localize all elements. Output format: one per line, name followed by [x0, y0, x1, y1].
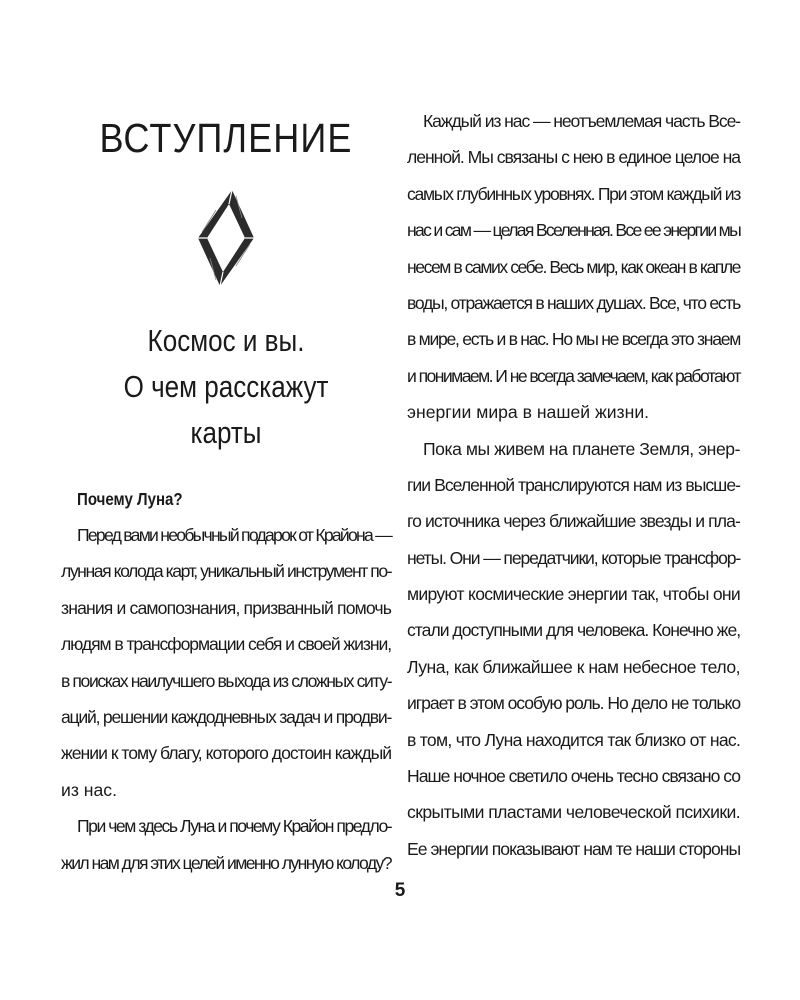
text-line: неты. Они — передатчики, которые трансфор-: [407, 547, 741, 568]
section-title-line-2: О чем расскажут карты: [123, 369, 329, 450]
chapter-title: ВСТУПЛЕНИЕ: [99, 115, 353, 161]
text-line: несем в самих себе. Весь мир, как океан в капле: [407, 256, 741, 277]
text-line: го источника через ближайшие звезды и пла-: [407, 511, 740, 532]
paragraph: [407, 103, 740, 431]
text-line: воды, отражается в наших душах. Все, что есть: [407, 292, 740, 313]
text-line: знания и самопознания, призванный помочь: [61, 597, 391, 618]
section-title-line-1: Космос и вы.: [147, 323, 305, 358]
text-line: жении к тому благу, которого достоин каждый: [61, 743, 392, 764]
text-line: в том, что Луна находится так близко от нас.: [407, 729, 741, 750]
text-line: Каждый из нас — неотъемлемая часть Все-: [423, 111, 740, 131]
text-line: людям в трансформации себя и своей жизни,: [61, 634, 392, 655]
text-line: Луна, как ближайшее к нам небесное тело,: [407, 656, 740, 677]
text-line: Ее энергии показывают нам те наши стороны: [407, 838, 741, 859]
diamond-ornament-icon: [196, 188, 256, 288]
paragraph: [407, 431, 740, 868]
text-line: скрытыми пластами человеческой психики.: [407, 802, 740, 823]
text-line: и понимаем. И не всегда замечаем, как работают: [407, 365, 740, 386]
page-number: 5: [394, 880, 406, 901]
text-line: Перед вами необычный подарок от Крайона —: [77, 525, 391, 545]
left-body-text: [61, 517, 391, 881]
paragraph: [61, 517, 391, 808]
text-line: мируют космические энергии так, чтобы они: [407, 584, 740, 605]
text-line: стали доступными для человека. Конечно же,: [407, 620, 741, 641]
section-title: [61, 318, 391, 456]
text-line: самых глубинных уровнях. При этом каждый из: [407, 183, 740, 204]
text-line: гии Вселенной транслируются нам из высше-: [407, 474, 740, 495]
paragraph: [61, 808, 391, 881]
text-line: в поисках наилучшего выхода из сложных ситу-: [61, 670, 392, 691]
text-line: аций, решении каждодневных задач и продви-: [61, 706, 392, 727]
text-line: При чем здесь Луна и почему Крайон предло-: [77, 816, 392, 837]
text-line: Наше ночное светило очень тесно связано со: [407, 766, 740, 787]
text-line: нас и сам — целая Вселенная. Все ее энергии мы: [407, 220, 740, 241]
right-body-text: [407, 103, 740, 867]
text-line: жил нам для этих целей именно лунную колоду?: [61, 852, 391, 873]
text-line: играет в этом особую роль. Но дело не только: [407, 693, 741, 714]
text-line: энергии мира в нашей жизни.: [407, 402, 650, 423]
text-line: ленной. Мы связаны с нею в единое целое на: [407, 147, 741, 168]
subheading: Почему Луна?: [77, 489, 183, 509]
left-column: [61, 100, 391, 881]
text-line: Пока мы живем на планете Земля, энер-: [423, 438, 740, 459]
right-column: [407, 103, 740, 867]
text-line: в мире, есть и в нас. Но мы не всегда это знаем: [407, 329, 740, 350]
text-line: лунная колода карт, уникальный инструмент по-: [61, 561, 392, 582]
text-line: из нас.: [61, 779, 117, 800]
